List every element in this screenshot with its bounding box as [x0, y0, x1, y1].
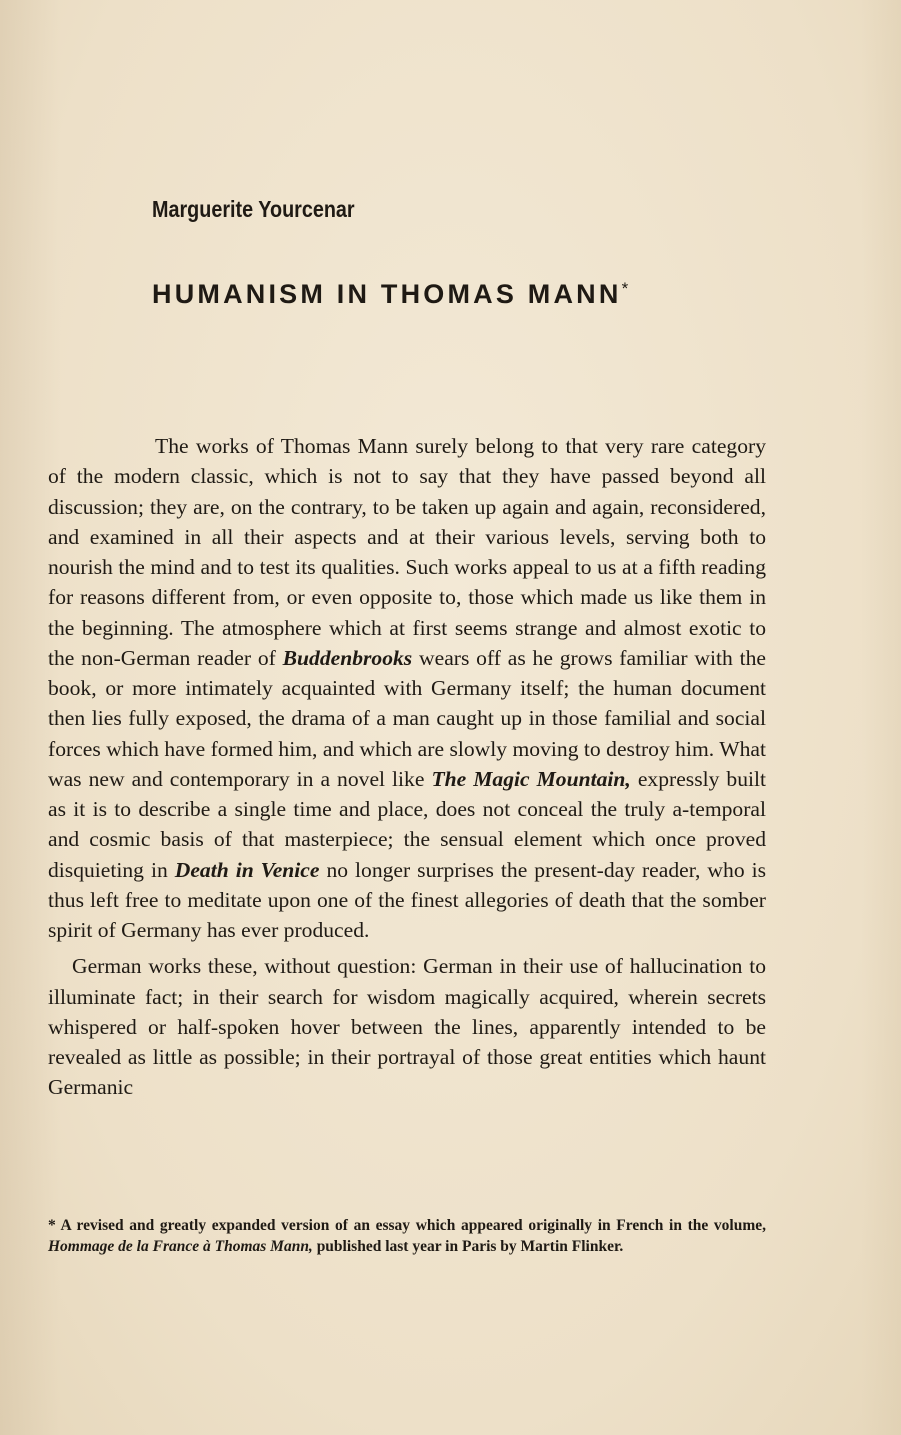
- book-title-death-in-venice: Death in Venice: [174, 857, 320, 882]
- book-title-buddenbrooks: Buddenbrooks: [282, 645, 413, 670]
- paragraph-1-text-c: expressly built as it is to describe a single time and place, does not conceal the truly a-temporal and cosmic basis of that masterpiece; the sensual element which once proved disquieting in: [48, 766, 767, 882]
- paragraph-2: German works these, without question: German in their use of hallucination to illuminate fact; in their search for wisdom magically acquired, wherein secrets whispered or half-spoken hover between the lines, apparently intended to be revealed as little as possible; in their portrayal of those great entities which haunt Germanic: [48, 954, 766, 1100]
- paragraph-1-text-a: The works of Thomas Mann surely belong to that very rare category of the modern classic, which is not to say that they have passed beyond all discussion; they are, on the contrary, to be taken up again and again, reconsidered, and examined in all their aspects and at their various levels, serving both to nourish the mind and to test its qualities. Such works appeal to us at a fifth reading for reasons different from, or even opposite to, those which made us like them in the beginning. The atmosphere which at first seems strange and almost exotic to the non-German reader of: [48, 434, 766, 670]
- article-title-text: HUMANISM IN THOMAS MANN: [152, 279, 622, 309]
- article-title: [152, 279, 628, 310]
- book-title-hommage: Hommage de la France à Thomas Mann,: [48, 1238, 313, 1255]
- footnote-text-a: * A revised and greatly expanded version of an essay which appeared originally in French in the volume,: [48, 1217, 766, 1234]
- article-body: [48, 431, 766, 1103]
- paragraph-1: [48, 431, 766, 945]
- paragraph-1-text-d: no longer surprises the present-day reader, who is thus left free to meditate upon one of the finest allegories of death that the somber spirit of Germany has ever produced.: [48, 857, 766, 942]
- book-title-magic-mountain: The Magic Mountain,: [431, 766, 631, 791]
- footnote-text-b: published last year in Paris by Martin Flinker.: [312, 1238, 624, 1255]
- footnote-marker: *: [621, 279, 629, 298]
- footnote: [48, 1215, 766, 1257]
- author-name: Marguerite Yourcenar: [152, 196, 355, 222]
- paragraph-1-text-b: wears off as he grows familiar with the book, or more intimately acquainted with Germany itself; the human document then lies fully exposed, the drama of a man caught up in those familial and social forces which have formed him, and which are slowly moving to destroy him. What was new and contemporary in a novel like: [48, 645, 766, 791]
